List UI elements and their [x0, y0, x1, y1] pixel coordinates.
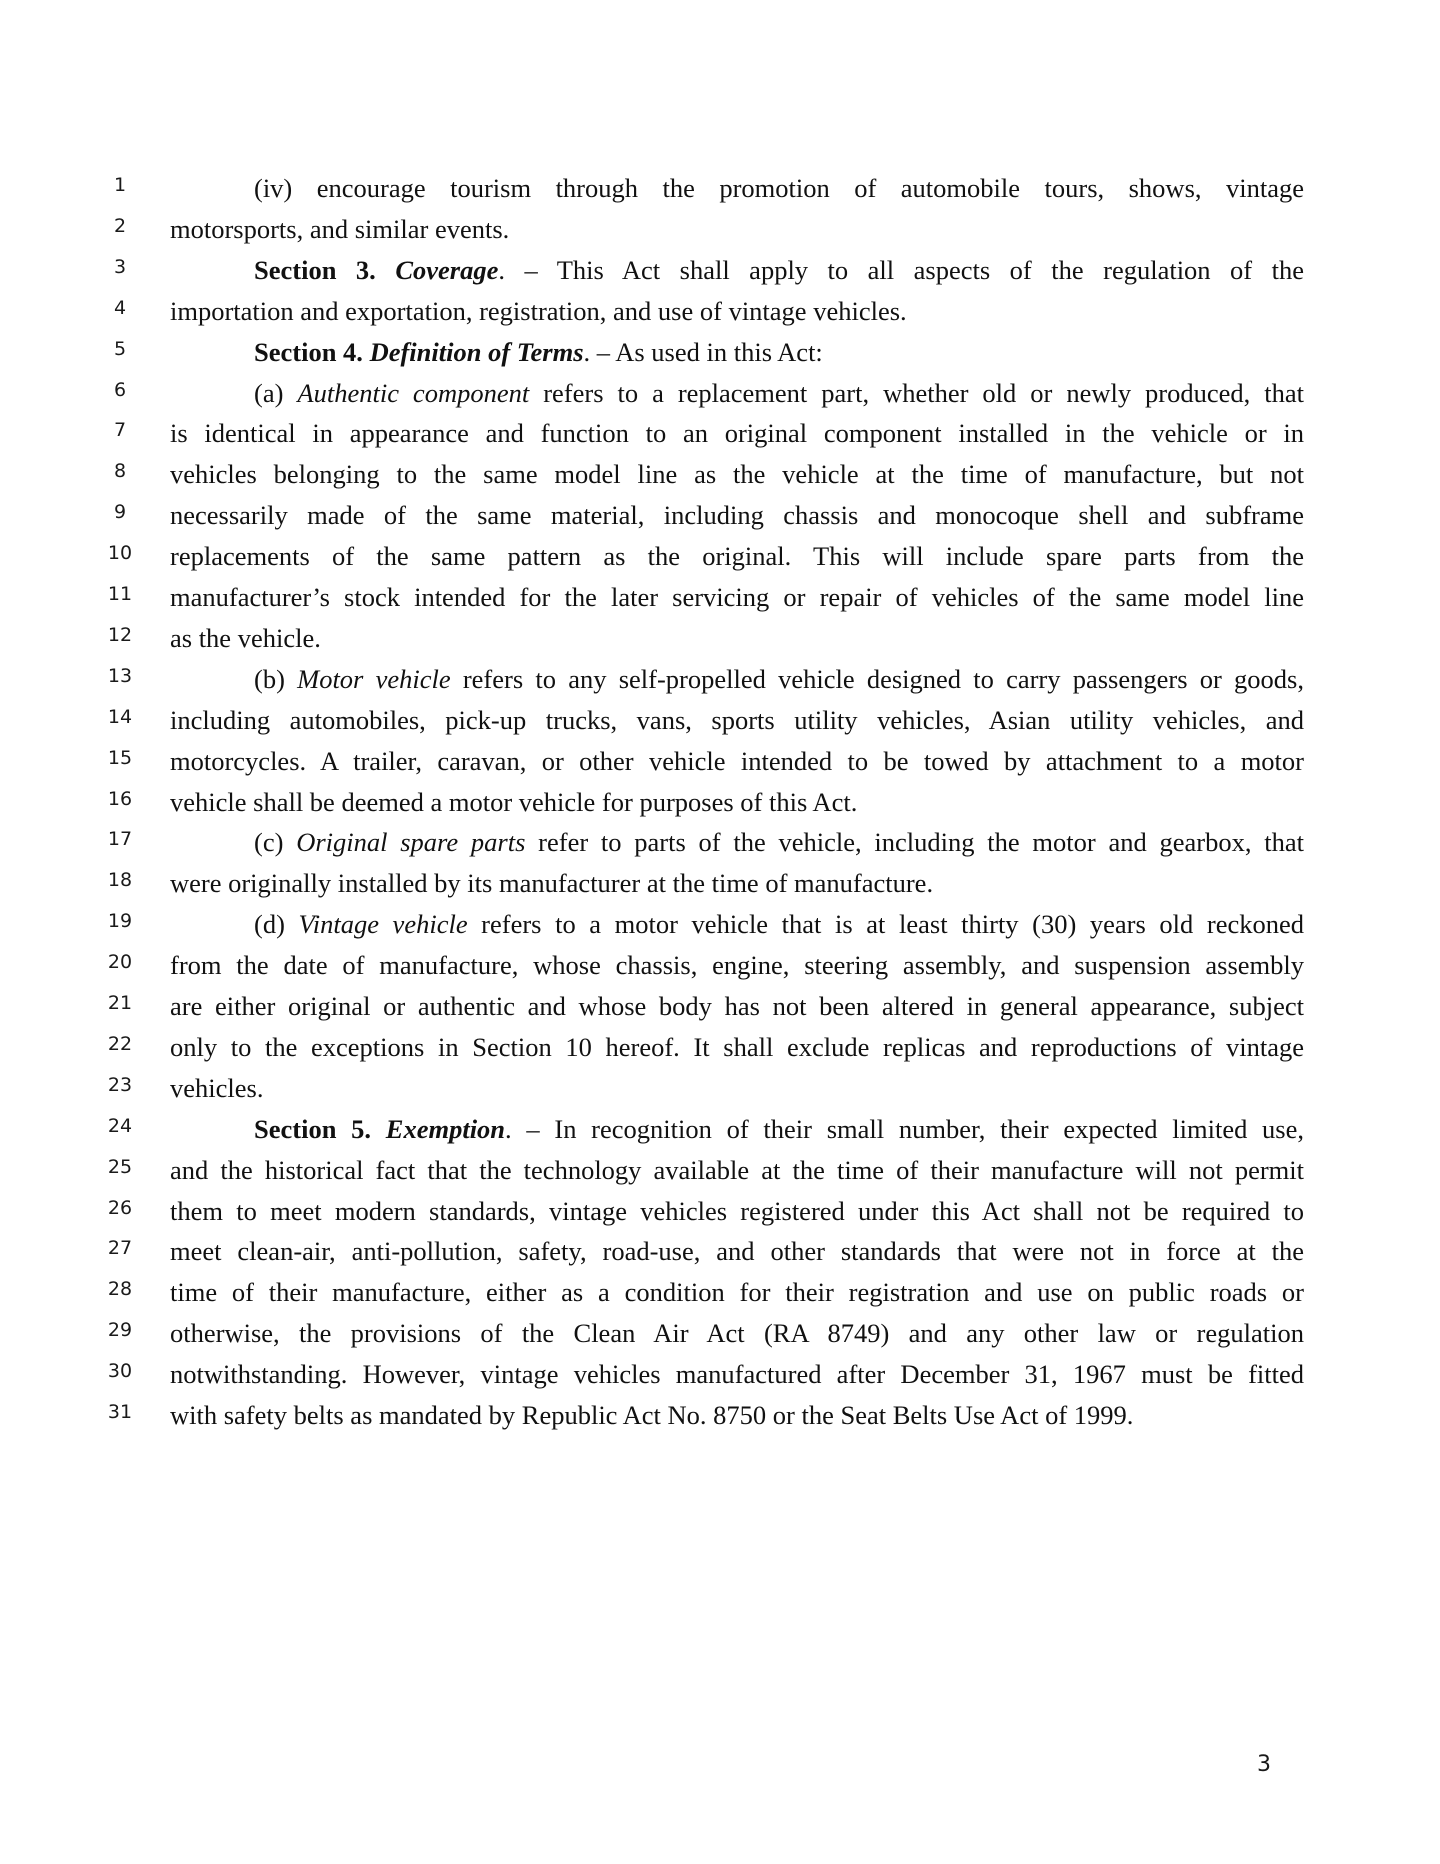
line-number: 11	[107, 583, 133, 605]
line-number: 13	[107, 664, 133, 687]
line-number: 20	[107, 951, 133, 974]
text-run: from the date of manufacture, whose chassis, engine, steering assembly, and suspension assembly	[170, 950, 1304, 981]
line-number: 16	[107, 787, 133, 810]
line-number: 27	[107, 1237, 133, 1260]
text-run: with safety belts as mandated by Republic Act No. 8750 or the Seat Belts Use Act of 1999.	[170, 1400, 1134, 1430]
line-number: 22	[107, 1032, 133, 1055]
line-number: 5	[113, 337, 127, 360]
line-number: 6	[113, 378, 127, 401]
text-run: refers to a replacement part, whether old or newly produced, that	[529, 377, 1304, 408]
text-run: . – As used in this Act:	[583, 336, 823, 367]
line-number: 31	[107, 1401, 133, 1423]
text-run: (iv) encourage tourism through the promotion of automobile tours, shows, vintage	[254, 173, 1304, 203]
text-run: manufacturer’s stock intended for the later servicing or repair of vehicles of the same model line	[170, 582, 1304, 612]
line-number: 1	[113, 174, 127, 196]
line-number: 18	[107, 869, 133, 892]
line-number: 10	[107, 542, 133, 565]
line-number: 7	[113, 419, 127, 442]
line-number: 15	[107, 746, 133, 769]
section-title: Definition of Terms	[369, 336, 584, 367]
line-number: 2	[113, 214, 127, 237]
defined-term: Authentic component	[297, 377, 530, 408]
text-run: (b)	[254, 663, 298, 694]
text-run: them to meet modern standards, vintage vehicles registered under this Act shall not be required to	[170, 1195, 1304, 1226]
text-run: importation and exportation, registration, and use of vintage vehicles.	[170, 295, 907, 326]
text-run: (c)	[254, 827, 297, 858]
section-title: Coverage	[395, 254, 499, 285]
text-run: refers to any self-propelled vehicle designed to carry passengers or goods,	[450, 663, 1304, 694]
text-run: as the vehicle.	[170, 622, 321, 653]
text-run: time of their manufacture, either as a condition for their registration and use on public roads or	[170, 1277, 1304, 1308]
defined-term: Vintage vehicle	[298, 909, 468, 940]
text-run: is identical in appearance and function to an original component installed in the vehicle or in	[170, 418, 1304, 449]
section-label: Section 3.	[254, 254, 396, 285]
line-number: 14	[107, 705, 133, 728]
line-number: 8	[113, 460, 127, 483]
line-text	[170, 1391, 1304, 1439]
text-run: refers to a motor vehicle that is at least thirty (30) years old reckoned	[467, 909, 1304, 940]
defined-term: Original spare parts	[296, 827, 526, 858]
line-number: 9	[113, 501, 127, 524]
text-run: motorsports, and similar events.	[170, 213, 510, 244]
text-run: replacements of the same pattern as the original. This will include spare parts from the	[170, 541, 1304, 572]
text-run: vehicle shall be deemed a motor vehicle for purposes of this Act.	[170, 786, 858, 817]
text-run: only to the exceptions in Section 10 hereof. It shall exclude replicas and reproductions of vintage	[170, 1031, 1304, 1062]
line-number: 23	[107, 1073, 133, 1096]
line-number: 3	[113, 255, 127, 278]
line-number: 30	[107, 1360, 133, 1383]
text-run: are either original or authentic and whose body has not been altered in general appearance, subject	[170, 991, 1304, 1021]
line-number: 17	[107, 828, 133, 851]
section-label: Section 4.	[254, 336, 370, 367]
document-line	[0, 1391, 1440, 1439]
text-run: vehicles.	[170, 1072, 264, 1103]
text-run: meet clean-air, anti-pollution, safety, road-use, and other standards that were not in force at the	[170, 1236, 1304, 1267]
line-number: 21	[107, 992, 133, 1014]
section-title: Exemption	[385, 1113, 506, 1144]
text-run: necessarily made of the same material, including chassis and monocoque shell and subframe	[170, 500, 1304, 531]
line-number: 25	[107, 1155, 133, 1178]
text-run: including automobiles, pick-up trucks, vans, sports utility vehicles, Asian utility vehicles, and	[170, 704, 1304, 735]
page-number: 3	[1257, 1752, 1271, 1777]
line-number: 4	[113, 296, 127, 319]
defined-term: Motor vehicle	[297, 663, 451, 694]
line-number: 29	[107, 1319, 133, 1342]
text-run: and the historical fact that the technology available at the time of their manufacture will not permit	[170, 1154, 1304, 1185]
line-number: 26	[107, 1196, 133, 1219]
text-run: . – This Act shall apply to all aspects of the regulation of the	[498, 254, 1304, 285]
line-number: 24	[107, 1114, 133, 1137]
text-run: vehicles belonging to the same model line as the vehicle at the time of manufacture, but not	[170, 459, 1304, 490]
line-number: 19	[107, 910, 133, 933]
text-run: . – In recognition of their small number, their expected limited use,	[505, 1113, 1305, 1144]
line-number: 28	[107, 1278, 133, 1301]
text-run: notwithstanding. However, vintage vehicles manufactured after December 31, 1967 must be fitted	[170, 1359, 1304, 1390]
line-number: 12	[107, 623, 133, 646]
text-run: (a)	[254, 377, 298, 408]
text-run: refer to parts of the vehicle, including the motor and gearbox, that	[525, 827, 1304, 858]
text-run: (d)	[254, 909, 299, 940]
text-run: otherwise, the provisions of the Clean Air Act (RA 8749) and any other law or regulation	[170, 1318, 1304, 1349]
text-run: motorcycles. A trailer, caravan, or other vehicle intended to be towed by attachment to a motor	[170, 745, 1304, 776]
section-label: Section 5.	[254, 1113, 386, 1144]
text-run: were originally installed by its manufacturer at the time of manufacture.	[170, 868, 934, 899]
